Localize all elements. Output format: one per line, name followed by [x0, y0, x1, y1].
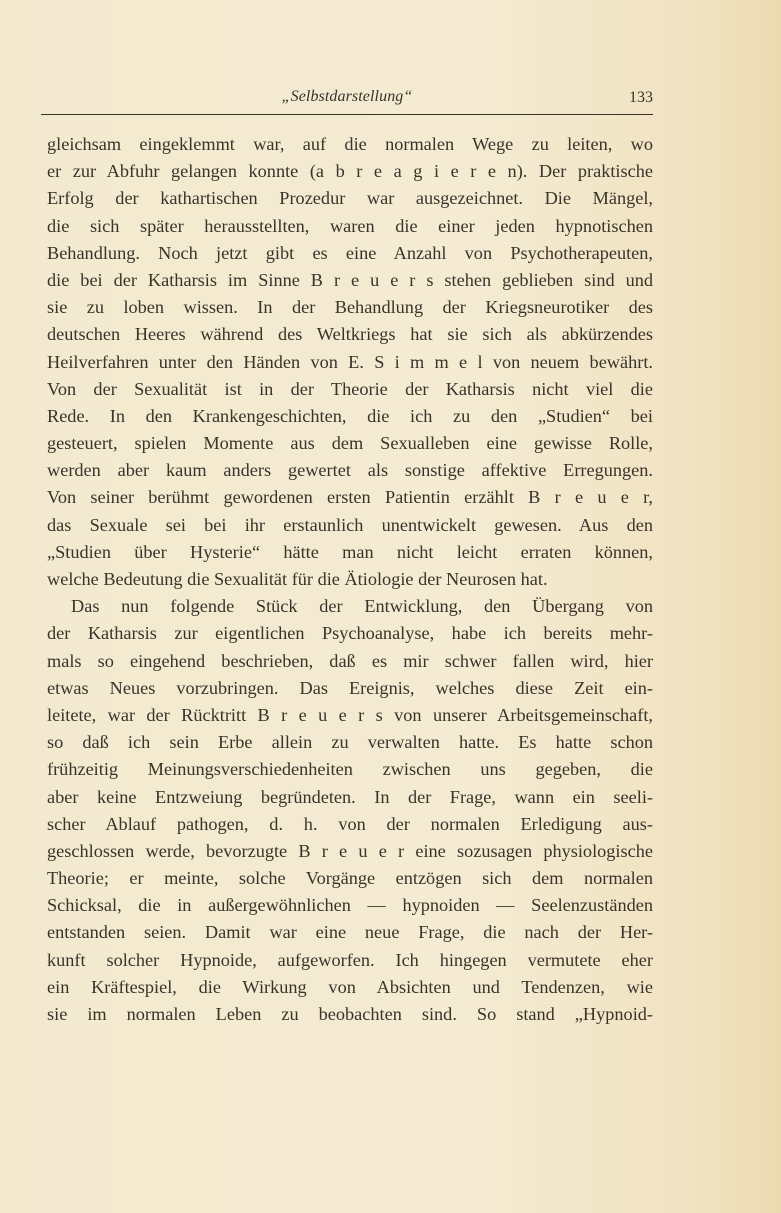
text-line: gleichsam eingeklemmt war, auf die normalen Wege zu leiten, wo	[47, 134, 653, 154]
body-text	[47, 131, 653, 1028]
text-line: er zur Abfuhr gelangen konnte (a b r e a g i e r e n). Der praktische	[47, 161, 653, 182]
text-line: das Sexuale sei bei ihr erstaunlich unentwickelt gewesen. Aus den	[47, 514, 653, 535]
running-header	[41, 88, 653, 115]
text-line: Theorie; er meinte, solche Vorgänge entzögen sich dem normalen	[47, 868, 653, 889]
text-line: kunft solcher Hypnoide, aufgeworfen. Ich hingegen vermutete eher	[47, 949, 653, 970]
text-line: so daß ich sein Erbe allein zu verwalten hatte. Es hatte schon	[47, 732, 653, 753]
text-line: mals so eingehend beschrieben, daß es mir schwer fallen wird, hier	[47, 650, 653, 671]
text-line: die sich später herausstellten, waren die einer jeden hypnotischen	[47, 215, 653, 236]
text-line: deutschen Heeres während des Weltkriegs hat sie sich als abkürzendes	[47, 324, 653, 345]
text-line: etwas Neues vorzubringen. Das Ereignis, welches diese Zeit ein-	[47, 677, 653, 698]
text-line: Von der Sexualität ist in der Theorie der Katharsis nicht viel die	[47, 378, 653, 399]
text-line: der Katharsis zur eigentlichen Psychoanalyse, habe ich bereits mehr-	[47, 623, 653, 644]
text-line: Behandlung. Noch jetzt gibt es eine Anzahl von Psychotherapeuten,	[47, 242, 653, 263]
text-line: Erfolg der kathartischen Prozedur war ausgezeichnet. Die Mängel,	[47, 188, 653, 209]
text-line: Von seiner berühmt gewordenen ersten Patientin erzählt B r e u e r,	[47, 487, 653, 508]
text-line: entstanden seien. Damit war eine neue Frage, die nach der Her-	[47, 922, 653, 943]
text-line: werden aber kaum anders gewertet als sonstige affektive Erregungen.	[47, 460, 653, 481]
text-line: leitete, war der Rücktritt B r e u e r s von unserer Arbeitsgemeinschaft,	[47, 704, 653, 725]
text-line: Rede. In den Krankengeschichten, die ich zu den „Studien“ bei	[47, 405, 653, 426]
text-line: scher Ablauf pathogen, d. h. von der normalen Erledigung aus-	[47, 813, 653, 834]
paragraph-start-line: Das nun folgende Stück der Entwicklung, den Übergang von	[71, 596, 653, 617]
running-title: „Selbstdarstellung“	[281, 88, 413, 105]
text-line: „Studien über Hysterie“ hätte man nicht leicht erraten können,	[47, 541, 653, 562]
text-line: Schicksal, die in außergewöhnlichen — hypnoiden — Seelenzuständen	[47, 895, 653, 916]
text-line: sie zu loben wissen. In der Behandlung der Kriegsneurotiker des	[47, 297, 653, 318]
paragraph-end-line: welche Bedeutung die Sexualität für die Ätiologie der Neurosen hat.	[47, 569, 548, 589]
text-line: Heilverfahren unter den Händen von E. S i m m e l von neuem bewährt.	[47, 351, 653, 372]
text-line: gesteuert, spielen Momente aus dem Sexualleben eine gewisse Rolle,	[47, 433, 653, 454]
page-number: 133	[629, 89, 653, 106]
text-line: sie im normalen Leben zu beobachten sind. So stand „Hypnoid-	[47, 1004, 653, 1024]
text-line: ein Kräftespiel, die Wirkung von Absichten und Tendenzen, wie	[47, 976, 653, 997]
text-line: aber keine Entzweiung begründeten. In der Frage, wann ein seeli-	[47, 786, 653, 807]
text-line: geschlossen werde, bevorzugte B r e u e r eine sozusagen physiologische	[47, 840, 653, 861]
text-line: die bei der Katharsis im Sinne B r e u e r s stehen geblieben sind und	[47, 269, 653, 290]
text-line: frühzeitig Meinungsverschiedenheiten zwischen uns gegeben, die	[47, 759, 653, 780]
